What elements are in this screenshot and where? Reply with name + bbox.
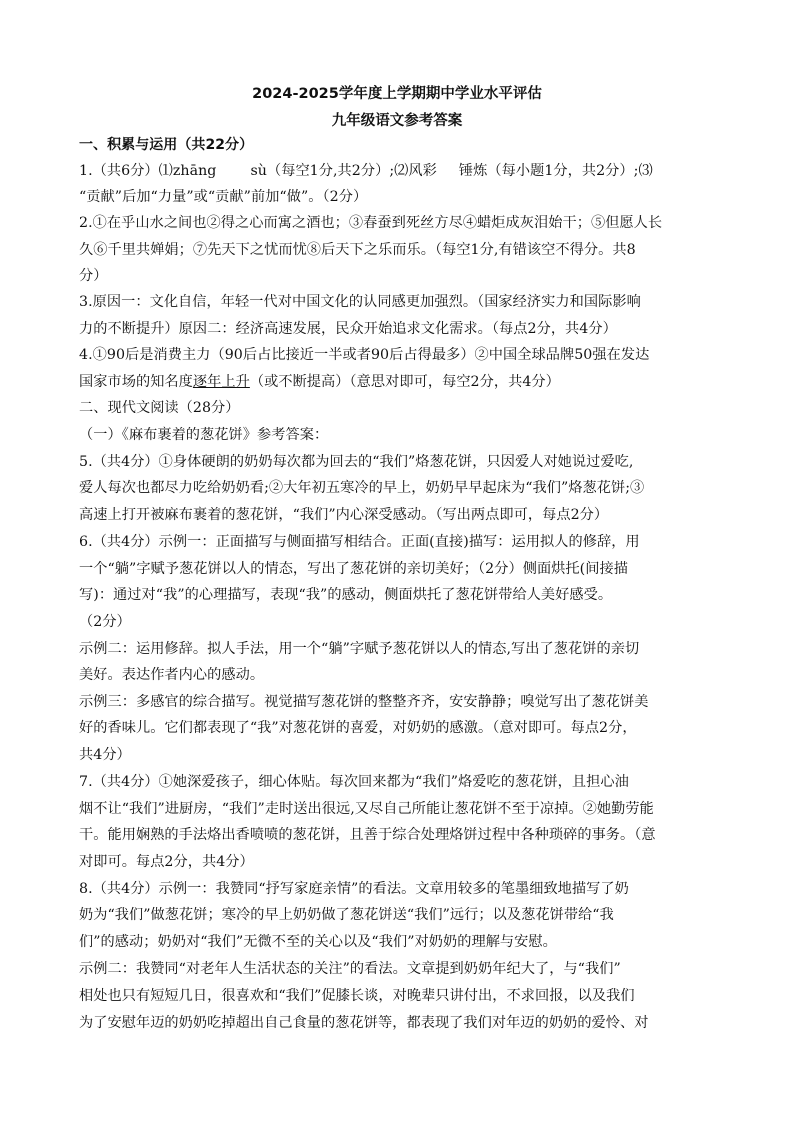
answer-q6-line-8: 好的香味儿。它们都表现了“我”对葱花饼的喜爱，对奶奶的感激。（意对即可。每点2分， xyxy=(79,720,637,736)
answer-q5-line-2: 爱人每次也都尽力吃给奶奶看;②大年初五寒冷的早上，奶奶早早起床为“我们”烙葱花饼;③ xyxy=(79,480,645,496)
answer-q3-line-1: 3.原因一：文化自信，年轻一代对中国文化的认同感更加强烈。（国家经济实力和国际影响 xyxy=(79,294,641,310)
answer-q4-line-1: 4.①90后是消费主力（90后占比接近一半或者90后占得最多）②中国全球品牌50强在发达 xyxy=(79,347,650,363)
answer-q6-line-5: 示例二：运用修辞。拟人手法，用一个“躺”字赋予葱花饼以人的情态,写出了葱花饼的亲切 xyxy=(79,641,640,657)
answer-q6-line-2: 一个“躺”字赋予葱花饼以人的情态，写出了葱花饼的亲切美好；（2分）侧面烘托(间接描 xyxy=(79,561,628,577)
answer-q2-line-1: 2.①在乎山水之间也②得之心而寓之酒也；③春蚕到死丝方尽④蜡炬成灰泪始干；⑤但愿人长 xyxy=(79,215,663,231)
answer-q8-line-1: 8.（共4分）示例一：我赞同“抒写家庭亲情”的看法。文章用较多的笔墨细致地描写了奶 xyxy=(79,881,629,897)
answer-q6-line-6: 美好。表达作者内心的感动。 xyxy=(79,667,265,683)
section-heading-2: 二、现代文阅读（28分） xyxy=(79,400,240,416)
document-subtitle: 九年级语文参考答案 xyxy=(331,113,463,129)
q4-line2-pre: 国家市场的知名度 xyxy=(79,374,193,390)
section-heading-1: 一、积累与运用（共22分） xyxy=(79,137,254,153)
answer-q8-line-3: 们”的感动；奶奶对“我们”无微不至的关心以及“我们”对奶奶的理解与安慰。 xyxy=(79,934,557,950)
subsection-heading-1: （一）《麻布裹着的葱花饼》参考答案： xyxy=(79,427,329,443)
answer-q2-line-2: 久⑥千里共婵娟；⑦先天下之忧而忧⑧后天下之乐而乐。（每空1分,有错该空不得分。共8 xyxy=(79,242,636,258)
answer-q8-line-6: 为了安慰年迈的奶奶吃掉超出自己食量的葱花饼等，都表现了我们对年迈的奶奶的爱怜、对 xyxy=(79,1015,649,1031)
answer-q6-line-1: 6.（共4分）示例一：正面描写与侧面描写相结合。正面(直接)描写：运用拟人的修辞，用 xyxy=(79,534,640,550)
document-title: 2024-2025学年度上学期期中学业水平评估 xyxy=(252,86,542,102)
answer-q6-line-9: 共4分） xyxy=(79,747,131,763)
answer-q7-line-3: 干。能用娴熟的手法烙出香喷喷的葱花饼，且善于综合处理烙饼过程中各种琐碎的事务。（意 xyxy=(79,827,656,843)
answer-q7-line-1: 7.（共4分）①她深爱孩子，细心体贴。每次回来都为“我们”烙爱吃的葱花饼，且担心油 xyxy=(79,774,629,790)
answer-q8-line-2: 奶为“我们”做葱花饼；寒冷的早上奶奶做了葱花饼送“我们”远行；以及葱花饼带给“我 xyxy=(79,907,614,923)
q1-part-b: sù（每空1分,共2分）;⑵风彩 xyxy=(250,163,437,179)
answer-q1-line-1 xyxy=(79,159,653,183)
answer-q2-line-3: 分） xyxy=(79,268,108,284)
answer-q8-line-4: 示例二：我赞同“对老年人生活状态的关注”的看法。文章提到奶奶年纪大了，与“我们” xyxy=(79,961,621,977)
q4-line2-post: （或不断提高）（意思对即可，每空2分，共4分） xyxy=(249,374,560,390)
answer-q5-line-1: 5.（共4分）①身体硬朗的奶奶每次都为回去的“我们”烙葱花饼，只因爱人对她说过爱吃, xyxy=(79,454,634,470)
answer-q5-line-3: 高速上打开被麻布裹着的葱花饼，“我们”内心深受感动。（写出两点即可，每点2分） xyxy=(79,507,609,523)
answer-q1-line-2: “贡献”后加“力量”或“贡献”前加“做”。（2分） xyxy=(79,189,368,205)
answer-q6-line-7: 示例三：多感官的综合描写。视觉描写葱花饼的整整齐齐，安安静静；嗅觉写出了葱花饼美 xyxy=(79,694,649,710)
q1-part-a: 1.（共6分）⑴zhāng xyxy=(79,163,217,179)
answer-q7-line-2: 烟不让“我们”进厨房，“我们”走时送出很远,又尽自己所能让葱花饼不至于凉掉。②她勤劳能 xyxy=(79,801,654,817)
answer-q3-line-2: 力的不断提升）原因二：经济高速发展，民众开始追求文化需求。（每点2分，共4分） xyxy=(79,321,617,337)
answer-q6-line-3: 写)：通过对“我”的心理描写，表现“我”的感动，侧面烘托了葱花饼带给人美好感受。 xyxy=(79,587,613,603)
answer-q8-line-5: 相处也只有短短几日，很喜欢和“我们”促膝长谈，对晚辈只讲付出，不求回报，以及我们 xyxy=(79,988,635,1004)
q1-part-c: 锤炼（每小题1分，共2分）;⑶ xyxy=(458,163,653,179)
answer-q4-line-2 xyxy=(79,370,560,394)
q4-underlined-phrase: 逐年上升 xyxy=(192,374,250,390)
answer-q7-line-4: 对即可。每点2分，共4分） xyxy=(79,854,254,870)
answer-q6-line-4: （2分） xyxy=(79,614,131,630)
